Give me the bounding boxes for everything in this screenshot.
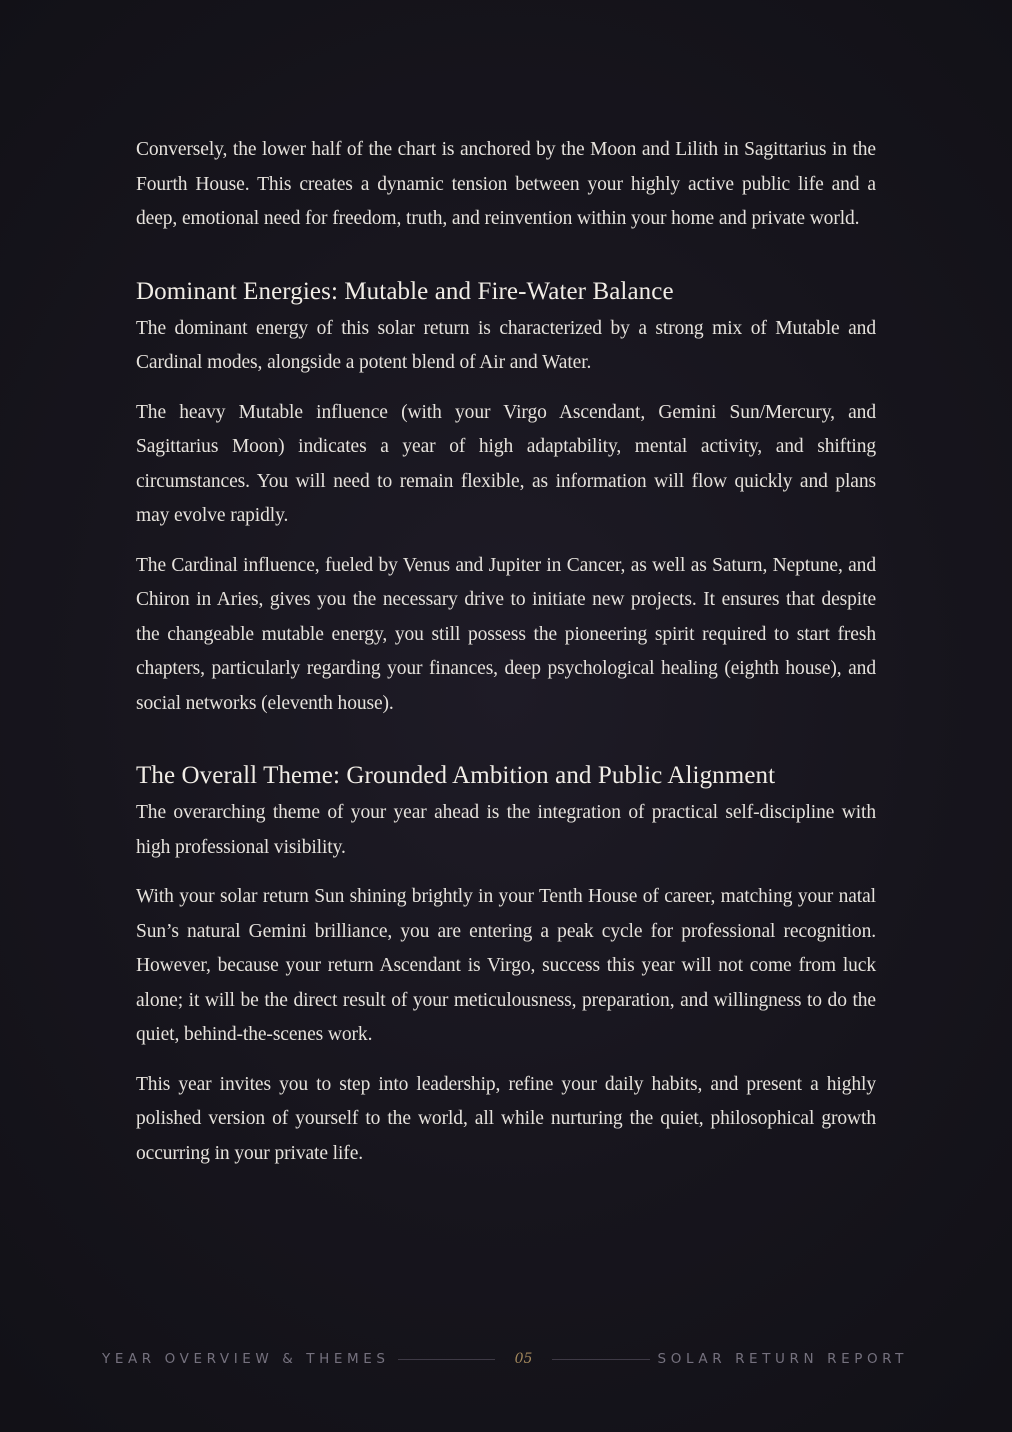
section-paragraph: The heavy Mutable influence (with your Virgo Ascendant, Gemini Sun/Mercury, and Sagittarius Moon) indicates a year of high adaptability, mental activity, and shifting circumstances. You will need to remain flexible, as information will flow quickly and plans may evolve rapidly. [136, 401, 876, 526]
section-paragraph: With your solar return Sun shining brightly in your Tenth House of career, matching your natal Sun’s natural Gemini brilliance, you are entering a peak cycle for professional recognition. However, because your return Ascendant is Virgo, success this year will not come from luck alone; it will be the direct result of your meticulousness, preparation, and willingness to do the quiet, behind-the-scenes work. [136, 886, 876, 1045]
section-heading: The Overall Theme: Grounded Ambition and Public Alignment [136, 762, 776, 789]
footer-divider-right [552, 1359, 649, 1360]
section-gap [136, 736, 876, 758]
section-paragraph: The overarching theme of your year ahead is the integration of practical self-discipline with high professional visibility. [136, 802, 876, 858]
footer-page-number: 05 [514, 1351, 533, 1367]
section-paragraph: This year invites you to step into leadership, refine your daily habits, and present a highly polished version of yourself to the world, all while nurturing the quiet, philosophical growth occurring in your private life. [136, 1073, 876, 1164]
section-heading: Dominant Energies: Mutable and Fire-Water Balance [136, 277, 674, 305]
section-gap [136, 252, 876, 274]
section-overall-theme [136, 758, 876, 1171]
footer-report-title: SOLAR RETURN REPORT [657, 1351, 909, 1367]
section-paragraph: The dominant energy of this solar return is characterized by a strong mix of Mutable and Cardinal modes, alongside a potent blend of Air and Water. [136, 317, 876, 373]
section-paragraph: The Cardinal influence, fueled by Venus and Jupiter in Cancer, as well as Saturn, Neptune, and Chiron in Aries, gives you the necessary drive to initiate new projects. It ensures that despite the changeable mutable energy, you still possess the pioneering spirit required to start fresh chapters, particularly regarding your finances, deep psychological healing (eighth house), and social networks (eleventh house). [136, 554, 876, 714]
section-dominant-energies [136, 274, 876, 722]
page-content [136, 133, 876, 1186]
footer-divider-left [398, 1359, 495, 1360]
intro-paragraph: Conversely, the lower half of the chart is anchored by the Moon and Lilith in Sagittarius in the Fourth House. This creates a dynamic tension between your highly active public life and a deep, emotional need for freedom, truth, and reinvention within your home and private world. [136, 139, 876, 229]
footer-chapter-title: YEAR OVERVIEW & THEMES [102, 1351, 390, 1367]
page-footer [102, 1349, 908, 1369]
